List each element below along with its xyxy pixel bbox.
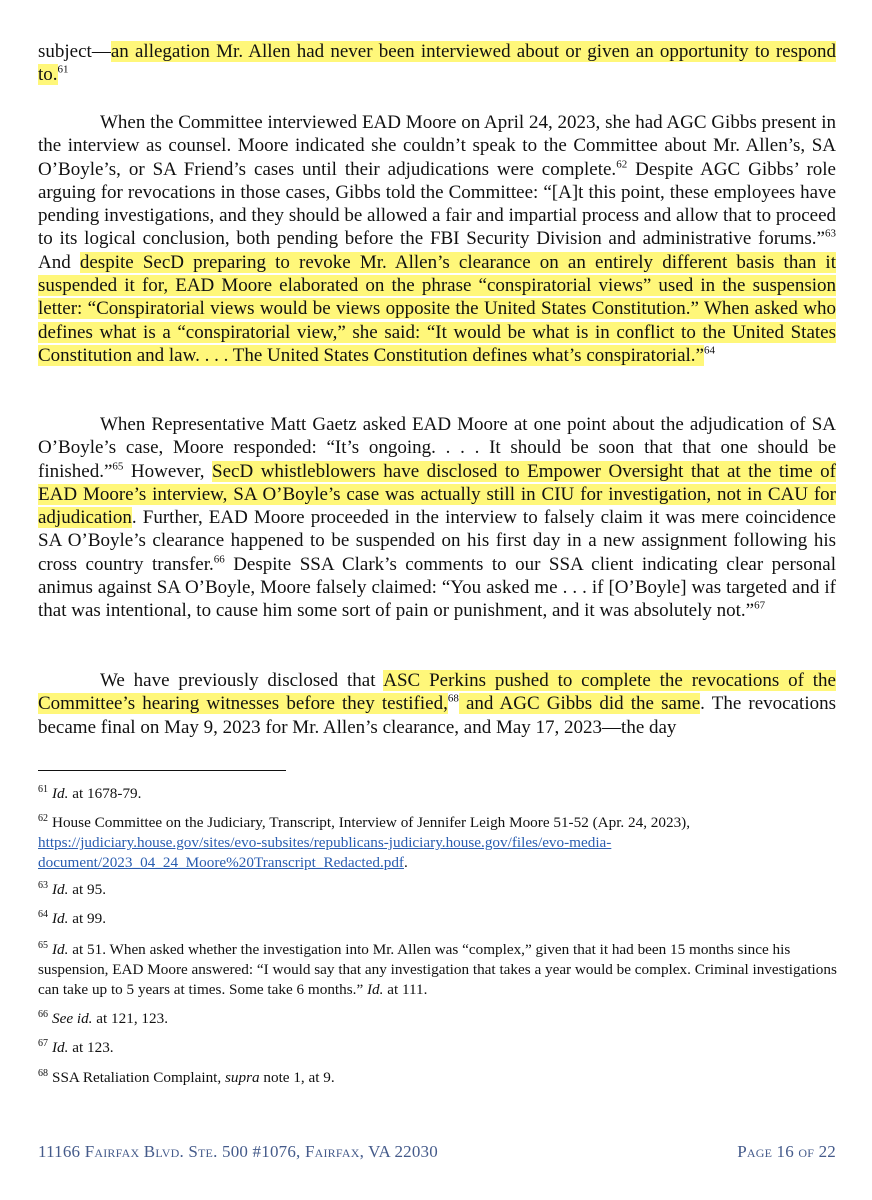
- citation-italic: Id.: [52, 910, 69, 927]
- paragraph-gaetz-question: [38, 413, 836, 623]
- text-run: When the Committee interviewed EAD Moore on April 24, 2023, she had AGC Gibbs present in the interview as counsel. Moore indicated she couldn’t speak to the Committee about Mr. Allen’s, SA O’Boyle’s, or SA Friend’s cases until their adjudications were complete.: [38, 112, 836, 180]
- footnote-text: .: [403, 853, 408, 871]
- footer-page-number: Page 16 of 22: [737, 1142, 836, 1161]
- highlighted-text: an allegation Mr. Allen had never been interviewed about or given an opportunity to respond to.: [38, 41, 836, 86]
- footnote-number: 62: [38, 812, 48, 824]
- citation-italic: Id.: [52, 941, 69, 958]
- footnote-64: [38, 909, 838, 929]
- footnote-number: 66: [38, 1008, 48, 1020]
- highlighted-text: SecD whistleblowers have disclosed to Empower Oversight that at the time of EAD Moore’s interview, SA O’Boyle’s case was actually still in CIU for investigation, not in CAU for adjudication: [38, 460, 836, 529]
- citation-italic: supra: [224, 1069, 260, 1086]
- text-run: . Further, EAD Moore proceeded in the interview to falsely claim it was mere coincidence SA O’Boyle’s clearance happened to be suspended on his first day in a new assignment following his cross country transfer.: [38, 507, 836, 575]
- footnote-67: [38, 1038, 838, 1058]
- footnote-divider: [38, 770, 286, 771]
- footnote-number: 68: [38, 1067, 48, 1079]
- highlighted-text: and AGC Gibbs did the same: [458, 693, 701, 715]
- footnote-number: 61: [38, 783, 48, 795]
- footnote-65: [38, 940, 838, 999]
- text-run: subject—: [38, 41, 111, 62]
- footnote-ref-68[interactable]: 68: [447, 692, 459, 705]
- paragraph-continuation: [38, 40, 836, 87]
- citation-italic: Id.: [52, 785, 69, 802]
- footnote-66: [38, 1009, 838, 1029]
- citation-italic: Id.: [52, 881, 69, 898]
- highlighted-text: ASC Perkins pushed to complete the revocations of the Committee’s hearing witnesses before they testified,: [38, 670, 836, 715]
- text-run: We have previously disclosed that: [100, 670, 384, 691]
- footnote-text: at 111.: [383, 980, 428, 998]
- text-run: However,: [123, 460, 213, 482]
- footnote-ref-63[interactable]: 63: [825, 228, 836, 241]
- citation-italic: Id.: [52, 1039, 69, 1056]
- footnote-text: at 51. When asked whether the investigation into Mr. Allen was “complex,” given that it had been 15 months since his suspension, EAD Moore answered: “I would say that any investigation that takes a year would be complex. Criminal investigations can take up to 5 years at times. Some take 6 months.”: [38, 941, 837, 998]
- footnote-ref-64[interactable]: 64: [703, 344, 715, 357]
- citation-italic: Id.: [366, 980, 384, 998]
- footnote-number: 63: [38, 879, 48, 891]
- text-run: Despite AGC Gibbs’ role arguing for revocations in those cases, Gibbs told the Committee: “[A]t this point, these employees have pending investigations, and they should be allowed a fair and impartial process and allow that to proceed to its logical conclusion, both pending before the FBI Security Division and administrative forums.”: [38, 158, 836, 250]
- footnote-text: at 99.: [68, 910, 106, 927]
- paragraph-moore-interview: [38, 111, 836, 367]
- text-run: . The revocations became final on May 9, 2023 for Mr. Allen’s clearance, and May 17, 2023—the day: [38, 693, 836, 738]
- footnote-text: note 1, at 9.: [259, 1069, 335, 1086]
- footnote-number: 64: [38, 908, 48, 920]
- footnote-ref-61[interactable]: 61: [57, 63, 69, 76]
- footer-address: 11166 Fairfax Blvd. Ste. 500 #1076, Fairfax, VA 22030: [38, 1142, 438, 1161]
- transcript-link[interactable]: https://judiciary.house.gov/sites/evo-subsites/republicans-judiciary.house.gov/files/evo-media- document/2023_04_24_Moore%20Transcript_Redacted.pdf: [38, 833, 612, 871]
- footnote-ref-62[interactable]: 62: [616, 158, 628, 171]
- footnote-text: House Committee on the Judiciary, Transcript, Interview of Jennifer Leigh Moore 51-52 (Apr. 24, 2023),: [52, 814, 691, 831]
- footnote-number: 65: [38, 939, 48, 951]
- text-run: Despite SSA Clark’s comments to our SSA client indicating clear personal animus against SA O’Boyle, Moore falsely claimed: “You asked me . . . if [O’Boyle] was targeted and if that was intentional, to cause him some sort of pain or punishment, and it was absolutely not.”: [38, 553, 836, 622]
- text-run: When Representative Matt Gaetz asked EAD Moore at one point about the adjudication of SA O’Boyle’s case, Moore responded: “It’s ongoing. . . . It should be soon that that one should be finished.”: [38, 414, 836, 482]
- footnote-ref-67[interactable]: 67: [754, 600, 766, 613]
- footnote-text: at 95.: [68, 881, 106, 898]
- footnote-62: [38, 813, 838, 872]
- footnote-number: 67: [38, 1037, 48, 1049]
- footnote-text: at 121, 123.: [92, 1010, 168, 1027]
- footnote-text: at 1678-79.: [68, 785, 142, 802]
- footnote-68: [38, 1068, 838, 1088]
- paragraph-revocations: [38, 669, 836, 739]
- footnote-63: [38, 880, 838, 900]
- footnote-ref-66[interactable]: 66: [213, 553, 225, 566]
- citation-italic: See id.: [52, 1010, 93, 1027]
- footnote-61: [38, 784, 838, 804]
- footnote-text: SSA Retaliation Complaint,: [52, 1069, 225, 1086]
- highlighted-text: despite SecD preparing to revoke Mr. Allen’s clearance on an entirely different basis than it suspended it for, EAD Moore elaborated on the phrase “conspiratorial views” used in the suspension letter: “Conspiratorial views would be views opposite the United States Constitution.” When asked who defines what is a “conspiratorial view,” she said: “It would be what is in conflict to the United States Constitution and law. . . . The United States Constitution defines what’s conspiratorial.”: [38, 251, 836, 366]
- footnote-text: at 123.: [68, 1039, 114, 1056]
- footnote-ref-65[interactable]: 65: [112, 460, 124, 473]
- text-run: And: [38, 251, 80, 273]
